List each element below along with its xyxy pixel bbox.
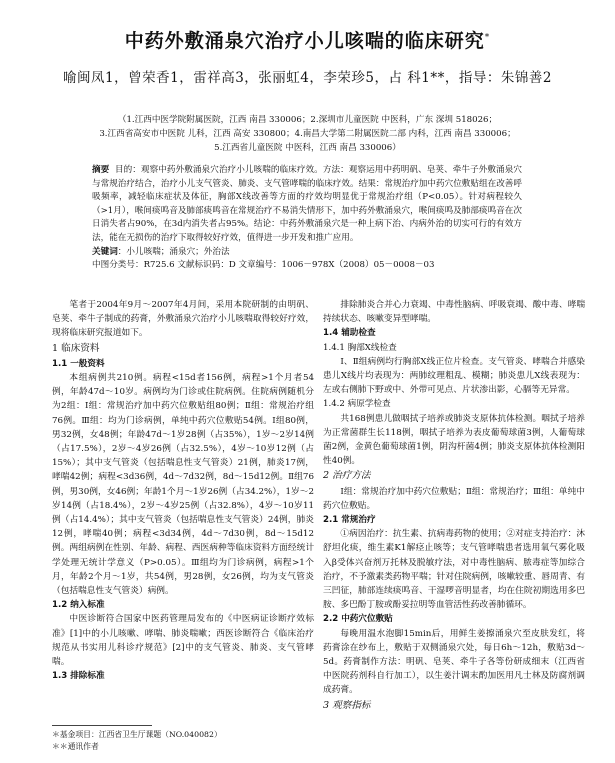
body-paragraph: 本组病例共210例。病程<15d者156例，病程>1个月者54例，年龄47d～10岁。病例均为门诊或住院病例。住院病例随机分为2组：Ⅰ组：常规治疗加中药穴位敷贴组80例；Ⅱ组：常规治疗组76例。Ⅲ组：均为门诊病例，单纯中药穴位敷贴54例。Ⅰ组80例，男32例，女48例；年龄47d～1岁28例（占35%），1岁～2岁14例（占17.5%），2岁～4岁26例（占32.5%），4岁～10岁12例（占15%）；其中支气管炎（包括喘息性支气管炎）21例，肺炎17例，哮喘42例；病程<3d36例，4d～7d32例，8d～15d12例。Ⅱ组76例，男30例，女46例；年龄1个月～1岁26例（占34.2%），1岁～2岁14例（占18.4%），2岁～4岁25例（占32.8%），4岁～10岁11例（占14.4%）；其中支气管炎（包括喘息性支气管炎）24例，肺炎12例，哮喘40例；病程<3d34例，4d～7d30例，8d～15d12例。两组病例在性别、年龄、病程、西医病种等临床资料方面经统计学处理无统计学意义（P>0.05）。Ⅲ组均为门诊病例，病程>1个月，年龄2个月～1岁，共54例，男28例，女26例，均为支气管炎（包括喘息性支气管炎）病例。: [52, 373, 314, 597]
abstract-block: [92, 164, 522, 273]
title-footnote-mark: *: [484, 32, 491, 43]
right-column: [323, 298, 585, 714]
body-paragraph: Ⅰ组：常规治疗加中药穴位敷贴；Ⅱ组：常规治疗；Ⅲ组：单纯中药穴位敷贴。: [323, 486, 585, 511]
footnotes: [52, 729, 314, 753]
body-paragraph: 笔者于2004年9月～2007年4月间，采用本院研制的由明矾、皂荚、牵牛子制成的药膏，外敷涌泉穴治疗小儿咳喘取得较好疗效，现将临床研究报道如下。: [52, 300, 314, 339]
footnote-divider: [52, 725, 152, 726]
section-heading: 1.4 辅助检查: [323, 328, 376, 339]
section-heading: 2 治疗方法: [323, 470, 371, 482]
keywords-label: 关键词: [92, 246, 118, 257]
keywords-text: 小儿咳喘；涌泉穴；外治法: [126, 246, 230, 257]
affiliation-line-3: 5.江西省儿童医院 中医科，江西 南昌 330006）: [214, 143, 401, 153]
body-paragraph: 共168例患儿做咽拭子培养或肺炎支原体抗体检测。咽拭子培养为正常菌群生长118例，咽拭子培养为表皮葡萄球菌3例，人葡萄球菌2例，金黄色葡萄球菌1例，阴沟杆菌4例；肺炎支原体抗体检测阳性40例。: [323, 413, 585, 467]
section-heading: 1.1 一般资料: [52, 358, 105, 369]
left-column: [52, 298, 314, 683]
section-heading: 2.2 中药穴位敷贴: [323, 614, 393, 625]
section-heading: 1.4.2 病原学检查: [323, 399, 391, 410]
footnote-corresponding: ＊＊通讯作者: [52, 742, 99, 751]
paper-title: [0, 26, 615, 53]
affiliation-line-2: 3.江西省高安市中医院 儿科，江西 高安 330800；4.南昌大学第二附属医院二部 内科，江西 南昌 330006；: [99, 129, 516, 139]
section-heading: 2.1 常规治疗: [323, 515, 376, 526]
body-paragraph: Ⅰ、Ⅱ组病例均行胸部X线正位片检查。支气管炎、哮喘合并感染患儿X线片均表现为：两肺纹理粗乱、模糊；肺炎患儿X线表现为：左或右侧肺下野或中、外带可见点、片状渗出影，心膈等无异常。: [323, 356, 585, 396]
affiliation-line-1: （1.江西中医学院附属医院，江西 南昌 330006；2.深圳市儿童医院 中医科，广东 深圳 518026；: [117, 115, 498, 125]
section-heading: 1 临床资料: [52, 342, 100, 354]
classification-line: 中图分类号：R725.6 文献标识码：D 文章编号：1006－978X（2008）05－0008－03: [92, 260, 435, 271]
section-heading: 1.4.1 胸部X线检查: [323, 342, 397, 353]
abstract-text: 目的：观察中药外敷涌泉穴治疗小儿咳喘的临床疗效。方法：观察运用中药明矾、皂荚、牵牛子外敷涌泉穴与常规治疗结合，治疗小儿支气管炎、肺炎、支气管哮喘的临床疗效。结果：常规治疗加中药穴位敷贴组在改善呼吸频率，减轻临床症状及体征，胸部X线改善等方面的疗效均明显优于常规治疗组（P<0.05）。针对病程较久（>1月），喉间痰鸣音及肺部痰鸣音在常规治疗不易消失情形下，加中药外敷涌泉穴，喉间痰鸣及肺部痰鸣音在次日消失者占90%，在3d内消失者占95%。结论：中药外敷涌泉穴是一种上病下治、内病外治的切实可行的有效方法，能在无损伤的治疗下取得较好疗效，值得进一步开发和推广应用。: [92, 165, 522, 243]
body-paragraph: ①病因治疗：抗生素、抗病毒药物的使用；②对症支持治疗：沐舒坦化痰，维生素K1解痉止咳等；支气管哮喘患者选用氧气雾化吸入β受体兴奋剂万托林及脱敏疗法，对中毒性脑病、脓毒症等加综合治疗，不予激素类药物平喘；针对住院病例，咳嗽较重、唇周青、有三凹征，肺部连续痰鸣音、干湿啰音明显者，均在住院初期选用多巴胺、多巴酚丁胺或酚妥拉明等血管活性药改善肺循环。: [323, 529, 585, 611]
title-text: 中药外敷涌泉穴治疗小儿咳喘的临床研究: [124, 30, 485, 52]
body-paragraph: 排除肺炎合并心力衰竭、中毒性脑病、呼吸衰竭、酸中毒、哮喘持续状态、咳嗽变异型哮喘。: [323, 300, 585, 325]
body-paragraph: 每晚用温水泡脚15min后，用鲜生姜擦涌泉穴至皮肤发红，将药膏涂在纱布上，敷贴于双侧涌泉穴处，每日6h～12h，敷贴3d～5d。药膏制作方法：明矾、皂荚、牵牛子各等份研成细末（江西省中医院药剂科自行加工），以生姜汁调末酌加医用凡士林及防腐剂调成药膏。: [323, 628, 585, 696]
body-paragraph: 中医诊断符合国家中医药管理局发布的《中医病证诊断疗效标准》[1]中的小儿咳嗽、哮喘、肺炎喘嗽；西医诊断符合《临床治疗规范从书实用儿科诊疗规范》[2]中的支气管炎、肺炎、支气管哮喘。: [52, 614, 314, 668]
abstract-paragraph: [92, 164, 522, 246]
section-heading: 1.3 排除标准: [52, 671, 105, 682]
section-heading: 3 观察指标: [323, 699, 371, 711]
keywords-line: 关键词：小儿咳喘；涌泉穴；外治法: [92, 246, 230, 257]
author-line: 喻闽凤1，曾荣香1，雷祥高3，张丽虹4，李荣珍5，占 科1**，指导：朱锦善2: [63, 70, 552, 86]
section-heading: 1.2 纳入标准: [52, 600, 105, 611]
footnote-funding: ＊基金项目：江西省卫生厅课题（NO.040082）: [52, 730, 222, 739]
abstract-label: 摘要: [92, 165, 110, 175]
